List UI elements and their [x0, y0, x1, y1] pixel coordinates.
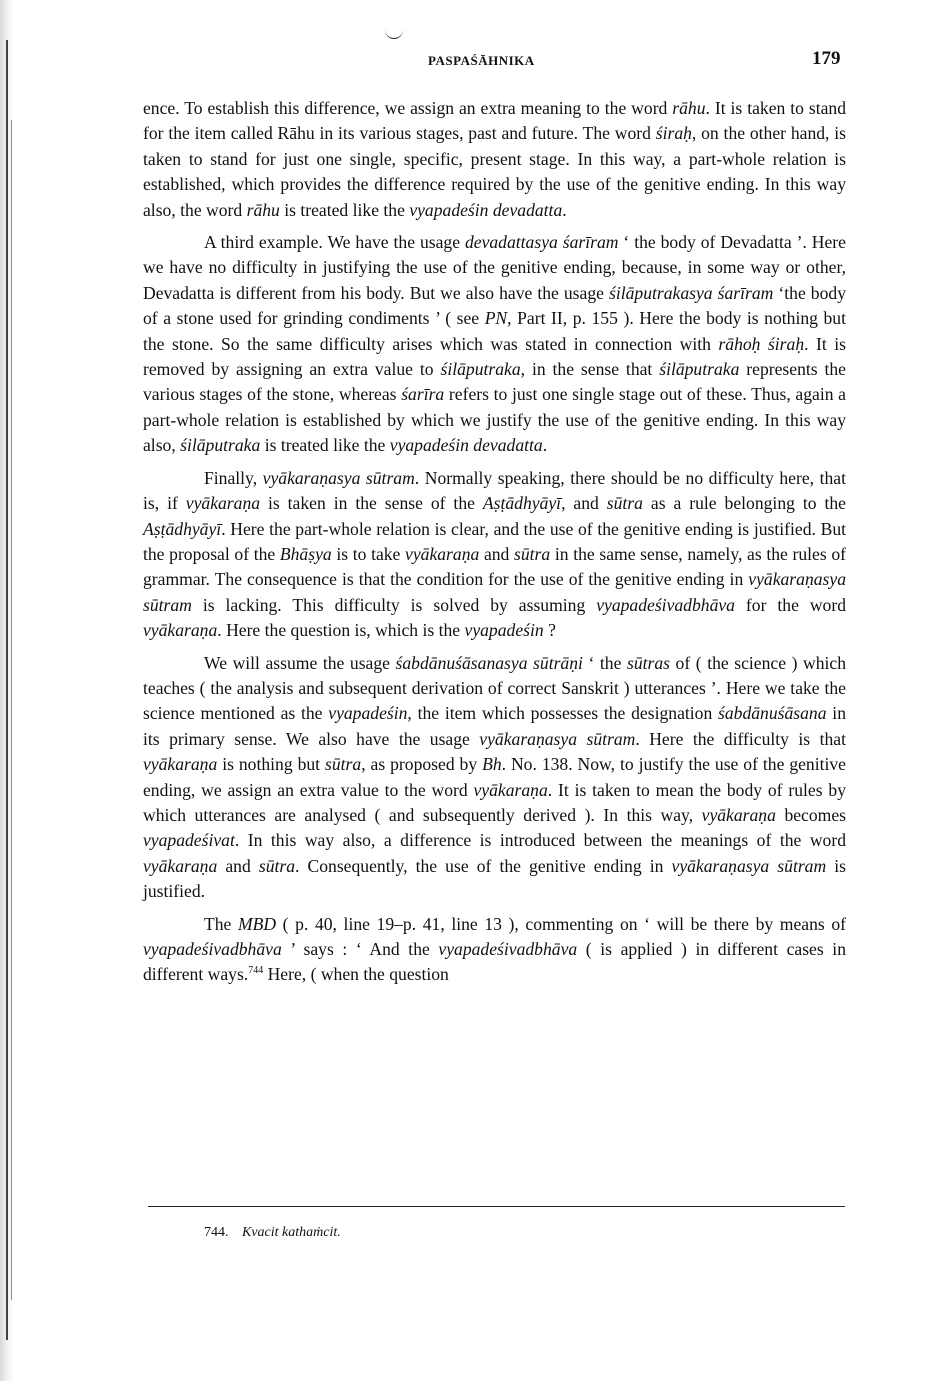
- text-run: is to take: [331, 543, 406, 564]
- italic-term: vyapadeśin devadatta: [409, 199, 563, 220]
- italic-term: śilāputraka: [180, 435, 261, 456]
- italic-term: rāhoḥ śiraḥ: [718, 333, 805, 354]
- text-run: as a rule belonging to the: [642, 493, 846, 514]
- italic-term: vyākaraṇa: [405, 543, 480, 564]
- italic-term: PN: [484, 308, 508, 329]
- italic-term: vyapadeśivat: [143, 830, 235, 851]
- italic-term: Aṣṭādhyāyī: [482, 493, 562, 514]
- text-run: is nothing but: [217, 754, 325, 775]
- italic-term: śarīra: [401, 384, 445, 405]
- italic-term: śabdānuśāsanasya sūtrāṇi: [395, 652, 583, 673]
- italic-term: śiraḥ: [655, 123, 692, 144]
- text-run: ‘ the body of Devadatta ’. Here we have no difficulty in justifying the use of the genitive ending, because, in some way or other, Devadatta is different from his body. But we also have the usage: [143, 232, 846, 303]
- italic-term: śilāputraka: [659, 359, 740, 380]
- text-run: , in the sense that: [520, 359, 660, 380]
- paragraph: [143, 230, 846, 459]
- italic-term: rāhu: [246, 199, 280, 220]
- footnote-ref: 744: [248, 965, 264, 977]
- text-run: is taken in the sense of the: [260, 493, 483, 514]
- text-run: Here, ( when the question: [263, 964, 449, 985]
- page-binding-shadow: [0, 0, 22, 1381]
- italic-term: sūtras: [626, 652, 670, 673]
- text-run: ‘the body of a stone used for grinding condiments ’ ( see: [143, 282, 846, 329]
- text-run: ?: [543, 620, 556, 641]
- italic-term: vyākaraṇa: [143, 620, 218, 641]
- text-run: . It is taken to stand for the item called Rāhu in its various stages, past and future. The word: [143, 98, 846, 144]
- text-run: . Here the question is, which is the: [217, 620, 465, 641]
- italic-term: vyākaraṇasya sūtram: [143, 569, 846, 615]
- text-run: We will assume the usage: [204, 652, 396, 673]
- text-run: ‘ the: [582, 652, 627, 673]
- text-run: , and: [561, 493, 607, 514]
- italic-term: śilāputraka: [440, 359, 521, 380]
- text-run: , the item which possesses the designation: [407, 703, 719, 724]
- text-run: becomes: [775, 804, 847, 825]
- italic-term: vyākaraṇa: [143, 754, 218, 775]
- text-run: The: [204, 913, 238, 934]
- italic-term: Bh: [482, 754, 502, 775]
- italic-term: vyākaraṇasya sūtram: [262, 467, 415, 488]
- italic-term: Aṣṭādhyāyī: [143, 518, 222, 539]
- text-run: ’ says : ‘ And the: [281, 939, 439, 959]
- paragraph: [143, 96, 846, 223]
- text-run: is lacking. This difficulty is solved by assuming: [191, 594, 597, 615]
- text-run: refers to just one single stage out of these. Thus, again a part-whole relation is established by which we justify the use of the genitive ending. In this way also,: [143, 384, 846, 456]
- italic-term: vyapadeśivadbhāva: [596, 594, 735, 615]
- text-run: in its primary sense. We also have the usage: [143, 703, 846, 749]
- italic-term: vyākaraṇa: [143, 855, 218, 876]
- text-run: , Part II, p. 155 ). Here the body is nothing but the stone. So the same difficulty arises which was stated in connection with: [143, 308, 846, 354]
- text-run: for the word: [734, 594, 846, 615]
- paragraph: [143, 651, 846, 905]
- binding-edge-line: [11, 120, 12, 1300]
- text-run: . Here the difficulty is that: [635, 728, 846, 749]
- text-run: . It is taken to mean the body of rules by which utterances are analysed ( and subsequently derived ). In this way,: [143, 779, 846, 825]
- italic-term: śilāputrakasya śarīram: [609, 282, 774, 303]
- footnote: [204, 1225, 341, 1241]
- text-run: is treated like the: [279, 199, 410, 220]
- italic-term: devadattasya śarīram: [464, 232, 619, 253]
- italic-term: vyapadeśivadbhāva: [438, 939, 578, 959]
- binding-edge-line: [6, 40, 8, 1340]
- italic-term: vyākaraṇa: [701, 804, 776, 825]
- italic-term: vyākaraṇasya sūtram: [671, 855, 827, 876]
- text-run: . No. 138. Now, to justify the use of the genitive ending, we assign an extra value to the word: [143, 754, 846, 800]
- page-number: 179: [812, 48, 841, 69]
- paragraph: [143, 466, 846, 644]
- footnote-rule: [148, 1206, 845, 1207]
- text-run: and: [479, 543, 515, 564]
- italic-term: vyapadeśin: [328, 703, 408, 724]
- text-run: .: [562, 199, 567, 220]
- text-run: of ( the science ) which teaches ( the analysis and subsequent derivation of correct Sanskrit ) utterances ’. Here we take the science mentioned as the: [143, 652, 846, 724]
- text-run: .: [542, 435, 548, 456]
- text-run: , on the other hand, is taken to stand for just one single, specific, present stage. In this way, a part-whole relation is established, which provides the difference required by the use of the genitive ending. In this way also, the word: [143, 123, 846, 220]
- text-run: and: [217, 855, 259, 876]
- text-run: . Here the part-whole relation is clear, and the use of the genitive ending is justified. But the proposal of the: [143, 518, 846, 564]
- italic-term: sūtra: [514, 543, 551, 564]
- stray-pen-mark: [385, 28, 403, 39]
- text-run: is justified.: [143, 855, 847, 902]
- text-run: . In this way also, a difference is introduced between the meanings of the word: [234, 830, 846, 851]
- italic-term: rāhu: [672, 98, 706, 118]
- text-run: Finally,: [204, 467, 263, 488]
- text-run: ( p. 40, line 19–p. 41, line 13 ), commenting on ‘ will be there by means of: [276, 913, 846, 934]
- italic-term: vyapadeśin devadatta: [389, 435, 543, 456]
- text-run: . It is removed by assigning an extra value to: [143, 333, 846, 380]
- text-run: ence. To establish this difference, we assign an extra meaning to the word: [143, 98, 673, 118]
- running-head: PASPAŚĀHNIKA: [428, 53, 535, 68]
- text-run: . Consequently, the use of the genitive ending in: [295, 855, 672, 876]
- italic-term: śabdānuśāsana: [718, 703, 827, 724]
- footnote-number: 744.: [204, 1225, 229, 1240]
- italic-term: vyākaraṇa: [185, 493, 261, 514]
- italic-term: Bhāṣya: [279, 543, 332, 564]
- italic-term: vyapadeśivadbhāva: [143, 939, 282, 959]
- text-run: in the same sense, namely, as the rules of grammar. The consequence is that the condition for the use of the genitive ending in: [143, 543, 847, 590]
- italic-term: sūtra: [325, 754, 362, 775]
- footnote-text: Kvacit kathaṁcit.: [242, 1225, 341, 1240]
- paragraph: [143, 912, 846, 988]
- text-run: A third example. We have the usage: [204, 232, 465, 253]
- italic-term: vyākaraṇasya sūtram: [479, 728, 636, 749]
- text-run: . Normally speaking, there should be no difficulty here, that is, if: [143, 467, 846, 514]
- italic-term: MBD: [237, 913, 277, 934]
- italic-term: vyapadeśin: [464, 620, 544, 641]
- text-run: , as proposed by: [361, 754, 483, 775]
- text-run: is treated like the: [260, 435, 390, 456]
- body-text: [143, 96, 846, 995]
- text-run: represents the various stages of the stone, whereas: [143, 359, 846, 405]
- italic-term: vyākaraṇa: [473, 779, 548, 800]
- italic-term: sūtra: [258, 855, 296, 876]
- italic-term: sūtra: [606, 493, 643, 514]
- text-run: ( is applied ) in different cases in different ways.: [143, 939, 846, 985]
